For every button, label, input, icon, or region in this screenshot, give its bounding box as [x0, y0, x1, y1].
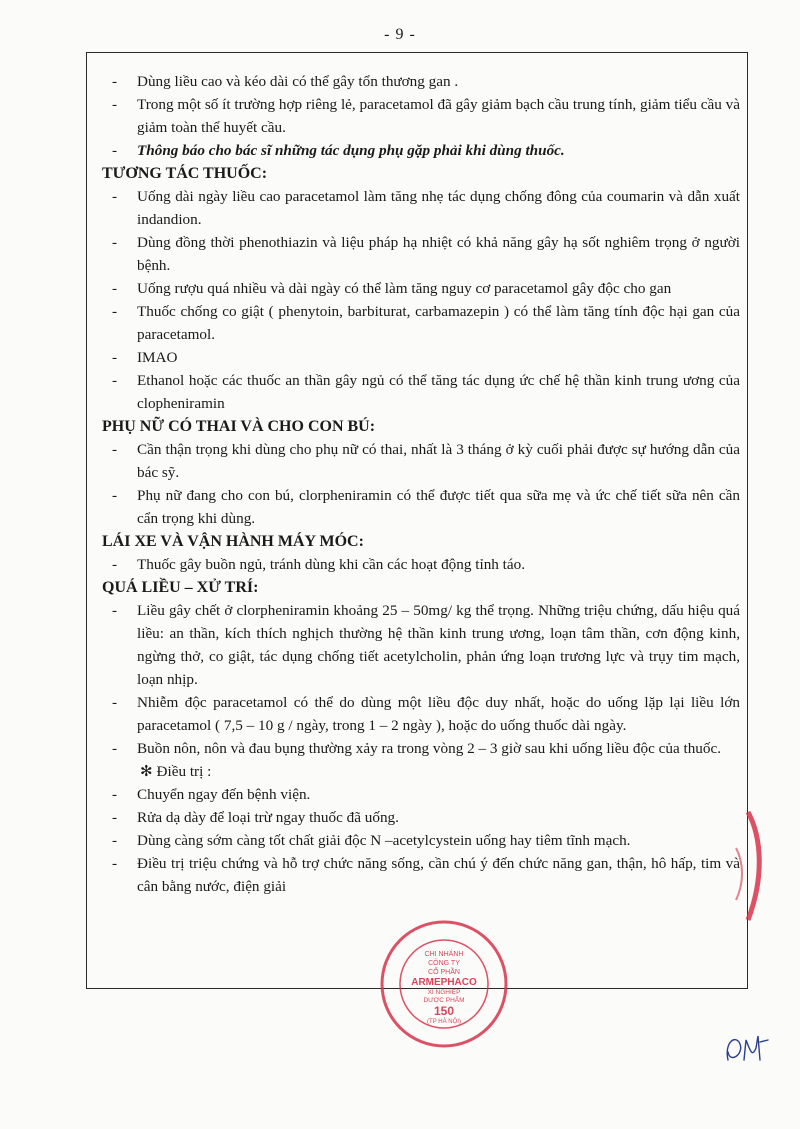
list-item-text: Thuốc gây buồn ngủ, tránh dùng khi cần các hoạt động tỉnh táo.: [137, 556, 526, 573]
list-item: [100, 185, 740, 231]
list-item: [100, 70, 740, 93]
list-item-text: Rửa dạ dày để loại trừ ngay thuốc đã uống.: [137, 809, 399, 826]
document-body: [100, 70, 740, 898]
bullet-dash: -: [112, 740, 118, 757]
bullet-dash: -: [112, 280, 118, 297]
stamp-number: 150: [433, 1004, 455, 1018]
list-item: [100, 852, 740, 898]
list-item: [100, 599, 740, 691]
list-item: [100, 438, 740, 484]
section-heading-pregnancy: PHỤ NỮ CÓ THAI VÀ CHO CON BÚ:: [102, 418, 376, 435]
list-item: [100, 484, 740, 530]
list-item-text: Liều gây chết ở clorpheniramin khoảng 25 – 50mg/ kg thể trọng. Những triệu chứng, dấu hiệu quá liều: an thần, kích thích nghịch thường hệ thần kinh trung ương, loạn tâm thần, cơn động kinh, ngừng thở, co giật, tác dụng chống tiết acetylcholin, phản ứng loạn trương lực và trụy tim mạch, loạn nhịp.: [137, 602, 740, 688]
bullet-dash: -: [112, 142, 118, 159]
list-item-text: Chuyển ngay đến bệnh viện.: [137, 786, 311, 803]
bullet-dash: -: [112, 602, 118, 619]
list-item-text: Dùng liều cao và kéo dài có thể gây tổn thương gan .: [137, 73, 459, 90]
list-item: [100, 93, 740, 139]
list-item-text: Phụ nữ đang cho con bú, clorpheniramin có thể được tiết qua sữa mẹ và ức chế tiết sữa nên cần cẩn trọng khi dùng.: [137, 487, 740, 527]
stamp-line6: (TP HÀ NỘI): [427, 1019, 461, 1025]
list-item: [100, 806, 740, 829]
bullet-dash: -: [112, 73, 118, 90]
list-item-text: Cần thận trọng khi dùng cho phụ nữ có thai, nhất là 3 tháng ở kỳ cuối phải được sự hướng dẫn của bác sỹ.: [137, 441, 740, 481]
stamp-line5: DƯỢC PHẨM: [423, 997, 465, 1004]
list-item-text: Buồn nôn, nôn và đau bụng thường xảy ra trong vòng 2 – 3 giờ sau khi uống liều độc của thuốc.: [137, 740, 722, 757]
bullet-dash: -: [112, 556, 118, 573]
bullet-dash: -: [112, 372, 118, 389]
list-item: [100, 231, 740, 277]
stamp-company: ARMEPHACO: [411, 977, 477, 988]
bullet-dash: -: [112, 786, 118, 803]
list-item: [100, 553, 740, 576]
list-item: [100, 691, 740, 737]
list-item-text: Ethanol hoặc các thuốc an thần gây ngủ có thể tăng tác dụng ức chế hệ thần kinh trung ương của clopheniramin: [137, 372, 740, 412]
list-item-text: Dùng càng sớm càng tốt chất giải độc N –acetylcystein uống hay tiêm tĩnh mạch.: [137, 832, 631, 849]
bullet-dash: -: [112, 303, 118, 320]
stamp-line2: CÔNG TY: [428, 960, 460, 967]
list-item-text: Uống rượu quá nhiều và dài ngày có thể làm tăng nguy cơ paracetamol gây độc cho gan: [137, 280, 672, 297]
bullet-dash: -: [112, 694, 118, 711]
list-item: [100, 369, 740, 415]
bullet-dash: -: [112, 234, 118, 251]
stamp-line3: CỔ PHẦN: [428, 969, 460, 976]
list-item: [100, 277, 740, 300]
bullet-dash: -: [112, 855, 118, 872]
bullet-dash: -: [112, 809, 118, 826]
list-item-emphasis: [100, 139, 740, 162]
list-item-text: Thuốc chống co giật ( phenytoin, barbiturat, carbamazepin ) có thể làm tăng tính độc hại gan của paracetamol.: [137, 303, 740, 343]
bullet-dash: -: [112, 96, 118, 113]
bullet-dash: -: [112, 832, 118, 849]
section-heading-overdose: QUÁ LIỀU – XỬ TRÍ:: [102, 579, 259, 596]
page-number: - 9 -: [384, 26, 416, 43]
bullet-dash: -: [112, 487, 118, 504]
list-item: [100, 346, 740, 369]
bullet-dash: -: [112, 188, 118, 205]
bullet-dash: -: [112, 349, 118, 366]
section-heading-driving: LÁI XE VÀ VẬN HÀNH MÁY MÓC:: [102, 533, 364, 550]
bullet-dash: -: [112, 441, 118, 458]
section-heading-interactions: TƯƠNG TÁC THUỐC:: [102, 165, 268, 182]
stamp-line1: CHI NHÁNH: [424, 951, 464, 958]
list-item-text: Thông báo cho bác sĩ những tác dụng phụ gặp phải khi dùng thuốc.: [137, 142, 565, 159]
list-item: [100, 829, 740, 852]
stamp-line4: XÍ NGHIỆP: [427, 989, 461, 996]
list-item-text: IMAO: [137, 349, 178, 366]
list-item: [100, 783, 740, 806]
list-item-text: Trong một số ít trường hợp riêng lẻ, paracetamol đã gây giảm bạch cầu trung tính, giảm tiểu cầu và giảm toàn thể huyết cầu.: [137, 96, 740, 136]
list-item: [100, 300, 740, 346]
signature-icon: [722, 1030, 772, 1070]
partial-seal-mark: [718, 808, 764, 928]
list-item-text: Điều trị triệu chứng và hỗ trợ chức năng sống, cần chú ý đến chức năng gan, thận, hô hấp, tim và cân bằng nước, điện giải: [137, 855, 740, 895]
list-item: [100, 737, 740, 760]
list-item-text: Nhiễm độc paracetamol có thể do dùng một liều độc duy nhất, hoặc do uống lặp lại liều lớn paracetamol ( 7,5 – 10 g / ngày, trong 1 – 2 ngày ), hoặc do uống thuốc dài ngày.: [137, 694, 740, 734]
company-stamp-icon: [378, 918, 510, 1050]
treatment-label: ✻ Điều trị :: [140, 763, 212, 780]
list-item-text: Dùng đồng thời phenothiazin và liệu pháp hạ nhiệt có khả năng gây hạ sốt nghiêm trọng ở người bệnh.: [137, 234, 740, 274]
list-item-text: Uống dài ngày liều cao paracetamol làm tăng nhẹ tác dụng chống đông của coumarin và dẫn xuất indandion.: [137, 188, 740, 228]
